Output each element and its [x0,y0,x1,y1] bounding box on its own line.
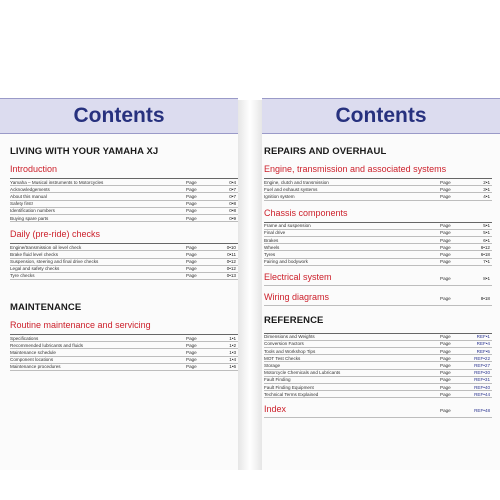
toc-entry[interactable] [10,259,238,266]
toc-entry[interactable] [10,357,238,364]
entry-page-label: Page [186,335,197,341]
toc-entry[interactable] [10,349,238,356]
entry-title: Motorcycle Chemicals and Lubricants [264,370,341,376]
entry-page-number: 6•12 [480,244,490,250]
toc-entry[interactable] [264,230,492,237]
entry-page-label: Page [440,363,451,369]
entry-page-number: REF•22 [474,355,490,361]
entry-page-number: 1•4 [229,357,236,363]
entry-page-label: Page [186,215,197,221]
entry-title: Safety first! [10,201,33,207]
entry-title: Fairing and bodywork [264,259,308,265]
section-electrical[interactable] [264,272,492,286]
entry-title: Suspension, steering and final drive checks [10,259,99,265]
entry-page-label: Page [440,251,451,257]
index-title: Index [264,404,287,415]
toc-entry[interactable] [10,193,238,200]
entry-page-number: 1•1 [229,335,236,341]
toc-entry[interactable] [264,355,492,362]
entry-title: Tyre checks [10,273,35,279]
entry-page-number: 7•1 [483,259,490,265]
entry-page-label: Page [186,193,197,199]
entry-page-label: Page [440,334,451,340]
toc-entry[interactable] [10,342,238,349]
entry-title: Tools and Workshop Tips [264,348,316,354]
entry-title: Fuel and exhaust systems [264,186,318,192]
entry-title: Maintenance procedures [10,364,61,370]
entry-title: Buying spare parts [10,215,49,221]
entry-page-label: Page [186,186,197,192]
entry-page-number: 6•1 [483,237,490,243]
toc-entry[interactable] [264,377,492,384]
entry-title: Fault Finding Equipment [264,384,314,390]
entry-title: Brake fluid level checks [10,251,59,257]
entry-title: Yamaha – Musical instruments to Motorcycles [10,179,104,185]
toc-entry[interactable] [264,186,492,193]
entry-page-number: 1•2 [229,342,236,348]
entry-page-number: 0•13 [226,273,236,279]
toc-entry[interactable] [264,334,492,341]
entry-page-label: Page [186,342,197,348]
entry-title: Fault Finding [264,377,291,383]
engine-entries [264,178,492,201]
toc-entry[interactable] [264,179,492,186]
entry-page-number: 2•1 [483,179,490,185]
entry-page-number: 4•1 [483,193,490,199]
entry-page-label: Page [440,408,451,414]
electrical-title: Electrical system [264,271,332,282]
section-chassis: Chassis components [264,207,348,218]
entry-page-number: REF•44 [474,391,490,397]
entry-title: Specifications [10,335,39,341]
entry-page-label: Page [440,295,451,301]
entry-page-number: REF•48 [474,408,490,414]
entry-page-number: 0•10 [226,244,236,250]
entry-title: Tyres [264,251,276,257]
entry-page-label: Page [440,179,451,185]
toc-entry[interactable] [264,348,492,355]
entry-page-number: REF•5 [476,348,490,354]
entry-title: Wheels [264,244,280,250]
section-daily-checks: Daily (pre-ride) checks [10,229,101,240]
part-heading-reference: REFERENCE [264,314,324,326]
entry-page-label: Page [186,350,197,356]
entry-page-label: Page [186,244,197,250]
toc-entry[interactable] [10,186,238,193]
entry-page-label: Page [440,223,451,229]
entry-page-number: REF•31 [474,377,490,383]
contents-banner-right: Contents [262,98,500,134]
entry-title: Maintenance schedule [10,350,56,356]
entry-page-label: Page [440,370,451,376]
entry-page-number: 3•1 [483,186,490,192]
toc-entry[interactable] [10,201,238,208]
toc-entry[interactable] [264,370,492,377]
entry-title: Ignition system [264,193,295,199]
entry-page-label: Page [440,341,451,347]
entry-title: Engine/transmission oil level check [10,244,82,250]
entry-page-label: Page [186,266,197,272]
toc-entry[interactable] [264,362,492,369]
entry-page-label: Page [186,259,197,265]
entry-page-label: Page [186,179,197,185]
section-wiring[interactable] [264,292,492,306]
entry-title: Final drive [264,230,286,236]
toc-entry[interactable] [10,208,238,215]
entry-page-label: Page [440,186,451,192]
toc-entry[interactable] [264,244,492,251]
entry-page-label: Page [440,355,451,361]
toc-entry[interactable] [10,364,238,371]
entry-page-label: Page [440,348,451,354]
entry-page-label: Page [186,364,197,370]
entry-page-label: Page [440,237,451,243]
toc-entry[interactable] [10,179,238,186]
entry-page-label: Page [440,377,451,383]
entry-title: Legal and safety checks [10,266,60,272]
entry-title: Engine, clutch and transmission [264,179,329,185]
entry-title: Dimensions and Weights [264,334,315,340]
entry-page-label: Page [440,275,451,281]
reference-entries [264,333,492,399]
entry-page-number: REF•40 [474,384,490,390]
entry-title: Storage [264,363,281,369]
toc-entry[interactable] [264,251,492,258]
entry-title: Acknowledgements [10,186,50,192]
part-heading-living: LIVING WITH YOUR YAMAHA XJ [10,146,159,157]
entry-page-number: 0•8 [229,208,236,214]
toc-entry[interactable] [264,341,492,348]
left-column [10,146,238,371]
section-engine: Engine, transmission and associated systems [264,164,447,174]
part-heading-maintenance: MAINTENANCE [10,302,82,314]
daily-checks-entries [10,243,238,280]
entry-page-label: Page [440,193,451,199]
section-index[interactable] [264,404,492,418]
chassis-entries [264,222,492,266]
entry-page-number: 8•1 [483,275,490,281]
entry-page-number: 0•4 [229,179,236,185]
entry-page-label: Page [440,259,451,265]
toc-entry[interactable] [10,244,238,251]
toc-entry[interactable] [10,266,238,273]
entry-title: Recommended lubricants and fluids [10,342,84,348]
entry-title: Identification numbers [10,208,55,214]
toc-entry[interactable] [10,273,238,280]
entry-page-number: 0•7 [229,186,236,192]
entry-title: Conversion Factors [264,341,304,347]
book-gutter [238,100,262,470]
entry-page-number: 0•11 [227,251,236,257]
entry-title: Frame and suspension [264,223,311,229]
entry-page-number: 5•1 [483,223,490,229]
entry-title: MOT Test Checks [264,355,301,361]
entry-page-label: Page [186,201,197,207]
entry-page-label: Page [186,357,197,363]
routine-maintenance-entries [10,334,238,371]
entry-page-label: Page [440,230,451,236]
spacer [10,280,238,302]
entry-page-label: Page [440,244,451,250]
entry-page-label: Page [186,251,197,257]
entry-page-number: REF•27 [474,363,490,369]
right-column [264,146,492,421]
contents-banner-left: Contents [0,98,238,134]
section-introduction: Introduction [10,164,58,174]
entry-title: Technical Terms Explained [264,391,319,397]
toc-entry[interactable] [264,223,492,230]
entry-page-label: Page [440,391,451,397]
entry-page-label: Page [186,208,197,214]
toc-entry[interactable] [264,384,492,391]
entry-page-number: 5•1 [483,230,490,236]
toc-entry[interactable] [10,215,238,222]
entry-page-number: 1•6 [229,364,236,370]
entry-page-number: 6•18 [480,251,490,257]
toc-entry[interactable] [264,237,492,244]
wiring-title: Wiring diagrams [264,291,330,302]
entry-page-label: Page [186,273,197,279]
entry-page-number: 1•3 [229,350,236,356]
entry-page-number: REF•4 [476,341,490,347]
entry-page-number: 0•9 [229,215,236,221]
toc-entry[interactable] [264,259,492,266]
entry-page-number: 0•12 [226,259,236,265]
entry-page-number: 0•12 [226,266,236,272]
entry-page-number: REF•1 [476,334,490,340]
entry-title: Component locations [10,357,54,363]
toc-entry[interactable] [10,251,238,258]
entry-page-number: 8•18 [480,295,490,301]
entry-page-number: 0•7 [229,193,236,199]
entry-page-number: REF•30 [474,370,490,376]
section-routine-maintenance: Routine maintenance and servicing [10,320,151,331]
entry-title: About this manual [10,193,47,199]
part-heading-repairs: REPAIRS AND OVERHAUL [264,146,387,157]
entry-title: Brakes [264,237,279,243]
toc-entry[interactable] [264,391,492,398]
entry-page-number: 0•8 [229,201,236,207]
entry-page-label: Page [440,384,451,390]
toc-entry[interactable] [10,335,238,342]
toc-entry[interactable] [264,193,492,200]
introduction-entries [10,178,238,222]
